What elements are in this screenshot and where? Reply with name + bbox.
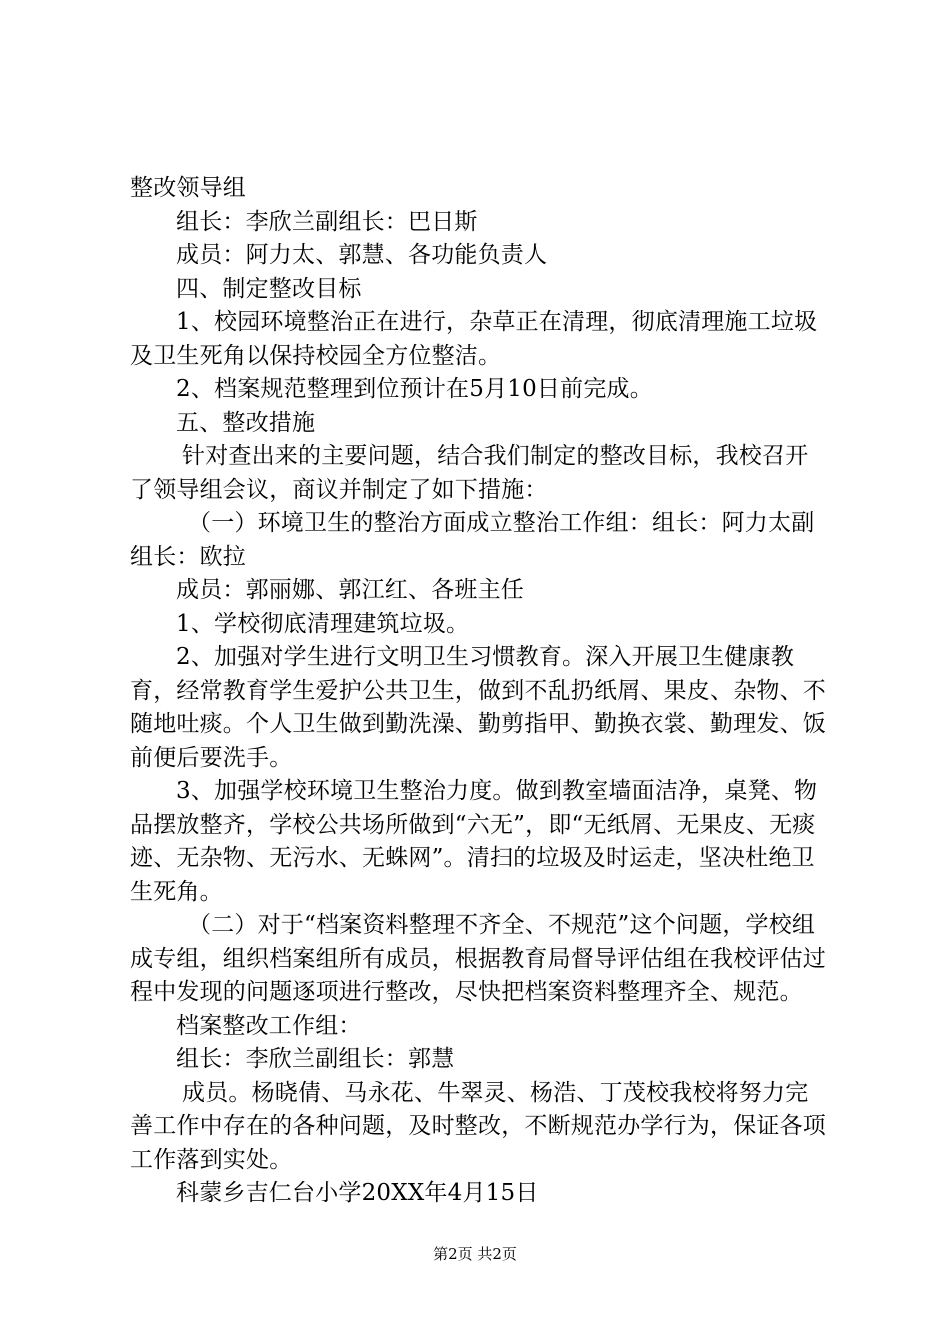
paragraph-leader: 组长：李欣兰副组长：巴日斯 bbox=[176, 208, 478, 235]
paragraph-archive-members: 成员。杨晓倩、马永花、牛翠灵、杨浩、丁茂校我校将努力完善工作中存在的各种问题，及时整改，不断规范办学行为，保证各项工作落到实处。 bbox=[130, 1079, 826, 1173]
section-heading-measures: 五、整改措施 bbox=[176, 409, 316, 436]
paragraph-members: 成员：阿力太、郭慧、各功能负责人 bbox=[176, 242, 548, 268]
section-heading-leadership-group: 整改领导组 bbox=[130, 175, 246, 201]
section-heading-goals: 四、制定整改目标 bbox=[176, 275, 362, 302]
paragraph-environment-members: 成员：郭丽娜、郭江红、各班主任 bbox=[176, 577, 524, 603]
paragraph-archive-group-heading: 档案整改工作组： bbox=[176, 1012, 362, 1039]
page-footer: 第2页 共2页 bbox=[433, 1245, 517, 1263]
paragraph-archive-issue: （二）对于“档案资料整理不齐全、不规范”这个问题，学校组成专组，组织档案组所有成员，根据教育局督导评估组在我校评估过程中发现的问题逐项进行整改，尽快把档案资料整理齐全、规范。 bbox=[130, 912, 826, 1005]
paragraph-signature-date: 科蒙乡吉仁台小学20XX年4月15日 bbox=[176, 1180, 539, 1206]
paragraph-goal-1: 1、校园环境整治正在进行，杂草正在清理，彻底清理施工垃圾及卫生死角以保持校园全方位整洁。 bbox=[130, 309, 818, 369]
paragraph-measure-1: 1、学校彻底清理建筑垃圾。 bbox=[176, 610, 470, 637]
paragraph-measures-intro: 针对查出来的主要问题，结合我们制定的整改目标，我校召开了领导组会议，商议并制定了如下措施： bbox=[130, 443, 809, 503]
paragraph-measure-3: 3、加强学校环境卫生整治力度。做到教室墙面洁净，桌凳、物品摆放整齐，学校公共场所做到“六无”，即“无纸屑、无果皮、无痰迹、无杂物、无污水、无蛛网”。清扫的垃圾及时运走，坚决杜绝卫生死角。 bbox=[130, 778, 818, 905]
document-body bbox=[130, 172, 830, 1211]
paragraph-measure-2: 2、加强对学生进行文明卫生习惯教育。深入开展卫生健康教育，经常教育学生爱护公共卫生，做到不乱扔纸屑、果皮、杂物、不随地吐痰。个人卫生做到勤洗澡、勤剪指甲、勤换衣裳、勤理发、饭前便后要洗手。 bbox=[130, 644, 826, 771]
paragraph-archive-leader: 组长：李欣兰副组长：郭慧 bbox=[176, 1046, 455, 1072]
paragraph-goal-2: 2、档案规范整理到位预计在5月10日前完成。 bbox=[176, 376, 653, 402]
paragraph-environment-group: （一）环境卫生的整治方面成立整治工作组：组长：阿力太副组长：欧拉 bbox=[130, 510, 815, 570]
